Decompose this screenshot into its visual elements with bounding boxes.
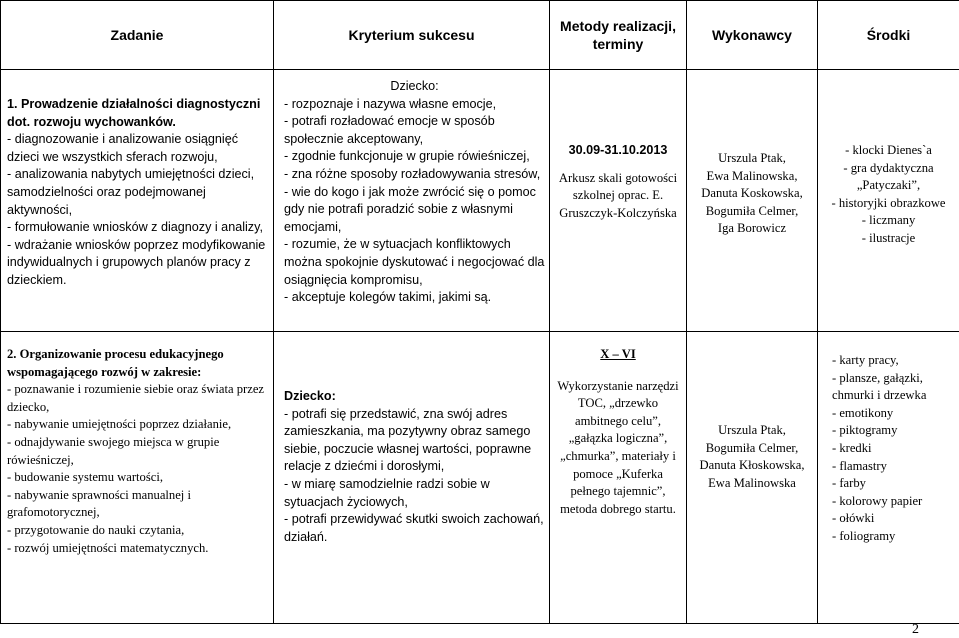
resources-cell-2	[818, 332, 959, 624]
executor-name: Danuta Koskowska,	[701, 186, 803, 201]
task-cell-2	[1, 332, 274, 624]
resource-item: - liczmany	[861, 213, 916, 228]
task-item: - wdrażanie wniosków poprzez modyfikowanie indywidualnych i grupowych planów pracy z dzieckiem.	[7, 237, 266, 287]
header-kryterium: Kryterium sukcesu	[274, 1, 550, 70]
task-item: - nabywanie umiejętności poprzez działanie,	[7, 417, 232, 432]
task-cell-1	[1, 70, 274, 332]
resource-item: - ołówki	[832, 511, 875, 526]
task-item: - formułowanie wniosków z diagnozy i analizy,	[7, 220, 263, 235]
executor-name: Urszula Ptak,	[718, 151, 786, 165]
resource-item: - foliogramy	[832, 528, 896, 543]
executors-cell-1	[687, 70, 818, 332]
task-item: - rozwój umiejętności matematycznych.	[7, 540, 209, 555]
task-item: - analizowania nabytych umiejętności dzieci, samodzielności oraz podejmowanej aktywności,	[7, 167, 255, 217]
resource-item: - emotikony	[832, 405, 894, 420]
table-row-1	[1, 70, 959, 332]
resource-item: - farby	[832, 476, 866, 491]
resource-item: - plansze, gałązki, chmurki i drzewka	[832, 370, 927, 403]
method-cell-2	[550, 332, 687, 624]
criterion-heading: Dziecko:	[390, 79, 439, 93]
table-row-2	[1, 332, 959, 624]
method-cell-1	[550, 70, 687, 332]
criterion-item: - akceptuje kolegów takimi, jakimi są.	[284, 290, 492, 305]
task-title-1: 1. Prowadzenie działalności diagnostyczni dot. rozwoju wychowanków.	[7, 97, 261, 129]
resource-item: - kolorowy papier	[832, 493, 923, 508]
criterion-item: - zna różne sposoby rozładowywania stresów,	[284, 166, 541, 181]
resource-item: - piktogramy	[832, 423, 898, 438]
executor-name: Urszula Ptak,	[718, 423, 786, 437]
header-metody: Metody realizacji, terminy	[550, 1, 687, 70]
header-wykonawcy: Wykonawcy	[687, 1, 818, 70]
task-item: - poznawanie i rozumienie siebie oraz świata przez dziecko,	[7, 382, 264, 414]
task-item: - odnajdywanie swojego miejsca w grupie rówieśniczej,	[7, 434, 220, 467]
resource-item: - ilustracje	[861, 230, 916, 245]
criterion-item: - potrafi się przedstawić, zna swój adres zamieszkania, ma pozytywny obraz samego siebie, poczucie własnej wartości, poprawne relacje z dziećmi i dorosłymi,	[284, 406, 532, 474]
criterion-heading: Dziecko:	[284, 389, 336, 403]
criterion-item: - zgodnie funkcjonuje w grupie rówieśniczej,	[284, 149, 530, 164]
header-row	[1, 1, 959, 70]
method-text: Arkusz skali gotowości szkolnej oprac. E. Gruszczyk-Kolczyńska	[558, 170, 678, 220]
criterion-item: - potrafi rozładować emocje w sposób społecznie akceptowany,	[284, 114, 495, 146]
task-title-2: 2. Organizowanie procesu edukacyjnego wspomagającego rozwój w zakresie:	[7, 347, 224, 379]
criterion-item: - rozumie, że w sytuacjach konfliktowych można spokojnie dyskutować i negocjować dla osiągnięcia kompromisu,	[284, 237, 545, 287]
executor-name: Iga Borowicz	[717, 221, 787, 236]
resources-cell-1	[818, 70, 959, 332]
method-text: Wykorzystanie narzędzi TOC, „drzewko ambitnego celu”, „gałązka logiczna”, „chmurka”, materiały i pomoce „Kuferka pełnego tajemnic”, metoda dobrego startu.	[557, 378, 679, 516]
method-term: X – VI	[600, 347, 636, 361]
resource-item: - klocki Dienes`a	[845, 143, 932, 157]
resource-item: - flamastry	[832, 458, 887, 473]
criterion-item: - rozpoznaje i nazywa własne emocje,	[284, 96, 497, 111]
resource-item: - historyjki obrazkowe	[831, 195, 946, 210]
executor-name: Ewa Malinowska	[708, 475, 796, 490]
executor-name: Danuta Kłoskowska,	[699, 458, 805, 473]
resource-item: - karty pracy,	[832, 353, 899, 367]
executor-name: Ewa Malinowska,	[706, 168, 798, 183]
header-srodki: Środki	[818, 1, 959, 70]
header-zadanie: Zadanie	[1, 1, 274, 70]
criterion-item: - w miarę samodzielnie radzi sobie w sytuacjach życiowych,	[284, 476, 490, 509]
page-number: 2	[912, 622, 919, 637]
criterion-cell-2	[274, 332, 550, 624]
task-item: - nabywanie sprawności manualnej i grafomotorycznej,	[7, 487, 191, 520]
task-item: - diagnozowanie i analizowanie osiągnięć dzieci we wszystkich sferach rozwoju,	[7, 132, 239, 164]
criterion-item: - wie do kogo i jak może zwrócić się o pomoc gdy nie potrafi poradzić sobie z własnymi emocjami,	[284, 184, 536, 234]
resource-item: - gra dydaktyczna „Patyczaki”,	[843, 160, 934, 193]
executors-cell-2	[687, 332, 818, 624]
executor-name: Bogumiła Celmer,	[705, 203, 799, 218]
executor-name: Bogumiła Celmer,	[705, 440, 799, 455]
task-item: - przygotowanie do nauki czytania,	[7, 522, 185, 537]
task-item: - budowanie systemu wartości,	[7, 470, 163, 485]
criterion-item: - potrafi przewidywać skutki swoich zachowań, działań.	[284, 512, 544, 544]
resource-item: - kredki	[832, 440, 872, 455]
criterion-cell-1	[274, 70, 550, 332]
method-term: 30.09-31.10.2013	[568, 143, 668, 157]
